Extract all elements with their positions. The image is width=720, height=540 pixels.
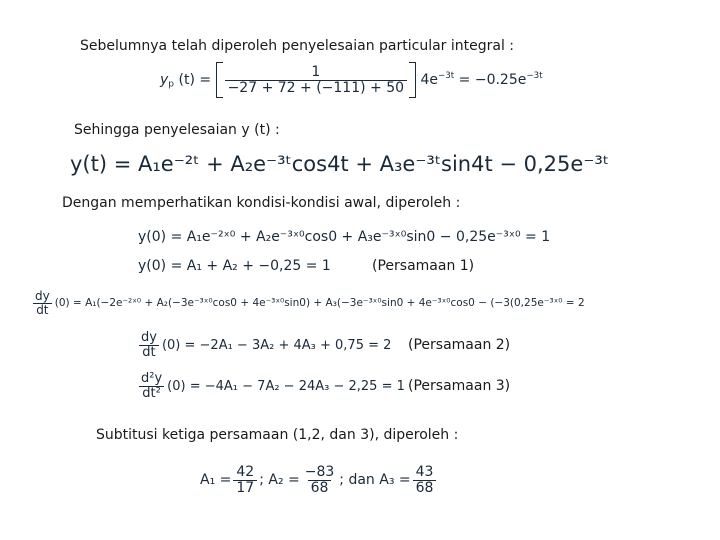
yp-fraction	[225, 65, 407, 95]
a2-numerator: −83	[304, 464, 335, 480]
equation-3-label: (Persamaan 3)	[408, 378, 511, 394]
left-bracket	[216, 62, 223, 98]
dy-dt-fraction	[32, 290, 53, 316]
a2-fraction	[302, 465, 338, 495]
a1-label: A₁ =	[200, 472, 232, 489]
a1-numerator: 42	[236, 464, 255, 480]
a1-denominator: 17	[233, 480, 257, 496]
yp-symbol: y	[160, 72, 169, 88]
a2-label: ; A₂ =	[259, 472, 300, 489]
yp-denominator: −27 + 72 + (−111) + 50	[225, 80, 407, 96]
y0-full-equation: y(0) = A₁e⁻²ˣ⁰ + A₂e⁻³ˣ⁰cos0 + A₃e⁻³ˣ⁰sin0 − 0,25e⁻³ˣ⁰ = 1	[138, 229, 551, 245]
intro-text: Sebelumnya telah diperoleh penyelesaian particular integral :	[80, 38, 515, 54]
eq2-rhs: (0) = −2A₁ − 3A₂ + 4A₃ + 0,75 = 2	[161, 337, 392, 353]
a3-numerator: 43	[415, 464, 434, 480]
derivative-initial-equation	[30, 290, 585, 316]
a3-label: ; dan A₃ =	[339, 472, 411, 489]
eq3-fraction	[138, 372, 165, 400]
yp-numerator: 1	[311, 63, 321, 80]
eq3-denominator: dt²	[139, 386, 164, 401]
equation-1-label: (Persamaan 1)	[372, 258, 475, 274]
eq2-numerator: dy	[141, 330, 157, 345]
eq3-rhs: (0) = −4A₁ − 7A₂ − 24A₃ − 2,25 = 1	[167, 378, 405, 394]
final-result	[200, 465, 438, 495]
yp-result-exponent: −3t	[526, 70, 543, 81]
dt-denominator: dt	[33, 303, 51, 317]
substitution-text: Subtitusi ketiga persamaan (1,2, dan 3), diperoleh :	[96, 427, 459, 443]
initial-conditions-text: Dengan memperhatikan kondisi-kondisi awal, diperoleh :	[62, 195, 461, 211]
y0-simple-equation: y(0) = A₁ + A₂ + −0,25 = 1	[138, 258, 331, 274]
eq2-denominator: dt	[139, 345, 158, 360]
dy-numerator: dy	[35, 289, 50, 303]
general-solution-equation: y(t) = A₁e⁻²ᵗ + A₂e⁻³ᵗcos4t + A₃e⁻³ᵗsin4t − 0,25e⁻³ᵗ	[70, 152, 610, 176]
yp-exponent: −3t	[438, 70, 455, 81]
yp-arg: (t) =	[178, 72, 212, 88]
a1-fraction	[233, 465, 257, 495]
equation-3	[136, 372, 405, 400]
eq3-numerator: d²y	[141, 371, 163, 386]
equation-2	[136, 331, 391, 359]
equation-2-label: (Persamaan 2)	[408, 337, 511, 353]
a3-denominator: 68	[413, 480, 437, 496]
yp-right: 4e	[420, 72, 439, 88]
right-bracket	[409, 62, 416, 98]
yp-result: = −0.25e	[458, 72, 527, 88]
eq2-fraction	[138, 331, 160, 359]
yp-subscript: p	[168, 79, 175, 90]
solution-intro-text: Sehingga penyelesaian y (t) :	[74, 122, 280, 138]
a2-denominator: 68	[308, 480, 332, 496]
particular-integral-equation	[160, 62, 543, 98]
derivative-rhs: (0) = A₁(−2e⁻²ˣ⁰ + A₂(−3e⁻³ˣ⁰cos0 + 4e⁻³ˣ⁰sin0) + A₃(−3e⁻³ˣ⁰sin0 + 4e⁻³ˣ⁰cos0 − (−3(0,25e⁻³ˣ⁰ = 2	[54, 297, 585, 310]
a3-fraction	[413, 465, 437, 495]
